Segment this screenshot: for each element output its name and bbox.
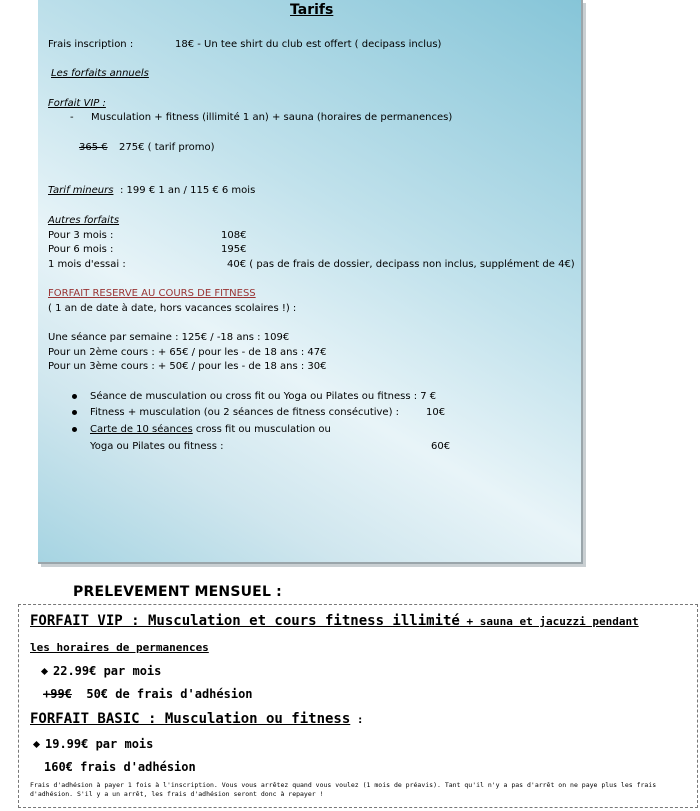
diamond-bullet-icon bbox=[33, 741, 40, 748]
session-line: Une séance par semaine : 125€ / -18 ans : 109€ bbox=[48, 332, 290, 343]
minors-value: : 199 € 1 an / 115 € 6 mois bbox=[120, 185, 256, 196]
session-line: Pour un 2ème cours : + 65€ / pour les - de 18 ans : 47€ bbox=[48, 347, 327, 358]
other-heading: Autres forfaits bbox=[48, 215, 120, 226]
minors-label: Tarif mineurs bbox=[48, 185, 114, 196]
vip-old-fee: +99€ bbox=[43, 687, 72, 701]
other-label: Pour 6 mois : bbox=[48, 244, 114, 255]
bullet-price: 60€ bbox=[431, 441, 451, 452]
vip-monthly-fee bbox=[43, 687, 253, 701]
other-value: 195€ bbox=[221, 244, 247, 255]
card-options: cross fit ou musculation ou bbox=[192, 424, 331, 435]
basic-monthly-title bbox=[30, 711, 364, 727]
vip-heading: Forfait VIP : bbox=[48, 98, 106, 109]
fitness-note: ( 1 an de date à date, hors vacances scolaires !) : bbox=[48, 303, 297, 314]
bullet-price: 10€ bbox=[426, 407, 446, 418]
annual-heading: Les forfaits annuels bbox=[51, 68, 149, 79]
prelevement-box bbox=[18, 604, 698, 808]
other-value: 40€ ( pas de frais de dossier, decipass non inclus, supplément de 4€) bbox=[227, 259, 575, 270]
vip-old-price: 365 € bbox=[79, 142, 108, 153]
vip-new-fee: 50€ de frais d'adhésion bbox=[86, 687, 253, 701]
bullet-icon bbox=[72, 427, 77, 432]
other-label: 1 mois d'essai : bbox=[48, 259, 126, 270]
vip-monthly-name: FORFAIT VIP : Musculation et cours fitness illimité bbox=[30, 613, 460, 629]
vip-desc: Musculation + fitness (illimité 1 an) + sauna (horaires de permanences) bbox=[91, 112, 453, 123]
basic-monthly-price: 19.99€ par mois bbox=[32, 737, 153, 751]
inscription-value: 18€ - Un tee shirt du club est offert ( decipass inclus) bbox=[175, 39, 442, 50]
vip-promo-price: 275€ ( tarif promo) bbox=[119, 142, 215, 153]
basic-monthly-colon: : bbox=[350, 713, 364, 726]
vip-monthly-title bbox=[30, 613, 639, 629]
tarifs-panel bbox=[38, 0, 583, 564]
footnote: Frais d'adhésion à payer 1 fois à l'inscription. Vous vous arrêtez quand vous voulez (1 mois de préavis). Tant qu'il n'y a pas d'arrêt on ne paye plus les frais d'adhésion. S'il y a un arrêt, les frais d'adhésion seront donc à repayer ! bbox=[30, 781, 657, 798]
prelevement-heading: PRELEVEMENT MENSUEL : bbox=[73, 584, 282, 600]
other-value: 108€ bbox=[221, 230, 247, 241]
inscription-label: Frais inscription : bbox=[48, 39, 134, 50]
fitness-heading: FORFAIT RESERVE AU COURS DE FITNESS bbox=[48, 288, 256, 299]
bullet-text bbox=[90, 423, 331, 436]
card-label: Carte de 10 séances bbox=[90, 424, 193, 435]
vip-monthly-price: 22.99€ par mois bbox=[40, 664, 161, 678]
basic-monthly-name: FORFAIT BASIC : Musculation ou fitness bbox=[30, 711, 351, 727]
session-line: Pour un 3ème cours : + 50€ / pour les - de 18 ans : 30€ bbox=[48, 361, 327, 372]
vip-dash: - bbox=[70, 112, 74, 123]
other-label: Pour 3 mois : bbox=[48, 230, 114, 241]
diamond-bullet-icon bbox=[41, 668, 48, 675]
bullet-text-line2: Yoga ou Pilates ou fitness : bbox=[90, 441, 224, 452]
bullet-icon bbox=[72, 410, 77, 415]
tarifs-title: Tarifs bbox=[290, 2, 334, 18]
vip-monthly-extra: + sauna et jacuzzi pendant bbox=[459, 615, 639, 628]
bullet-text: Fitness + musculation (ou 2 séances de fitness consécutive) : bbox=[90, 407, 400, 418]
bullet-icon bbox=[72, 394, 77, 399]
basic-monthly-fee: 160€ frais d'adhésion bbox=[44, 760, 196, 774]
vip-monthly-line2: les horaires de permanences bbox=[30, 641, 209, 654]
bullet-text: Séance de musculation ou cross fit ou Yoga ou Pilates ou fitness : 7 € bbox=[90, 391, 437, 402]
